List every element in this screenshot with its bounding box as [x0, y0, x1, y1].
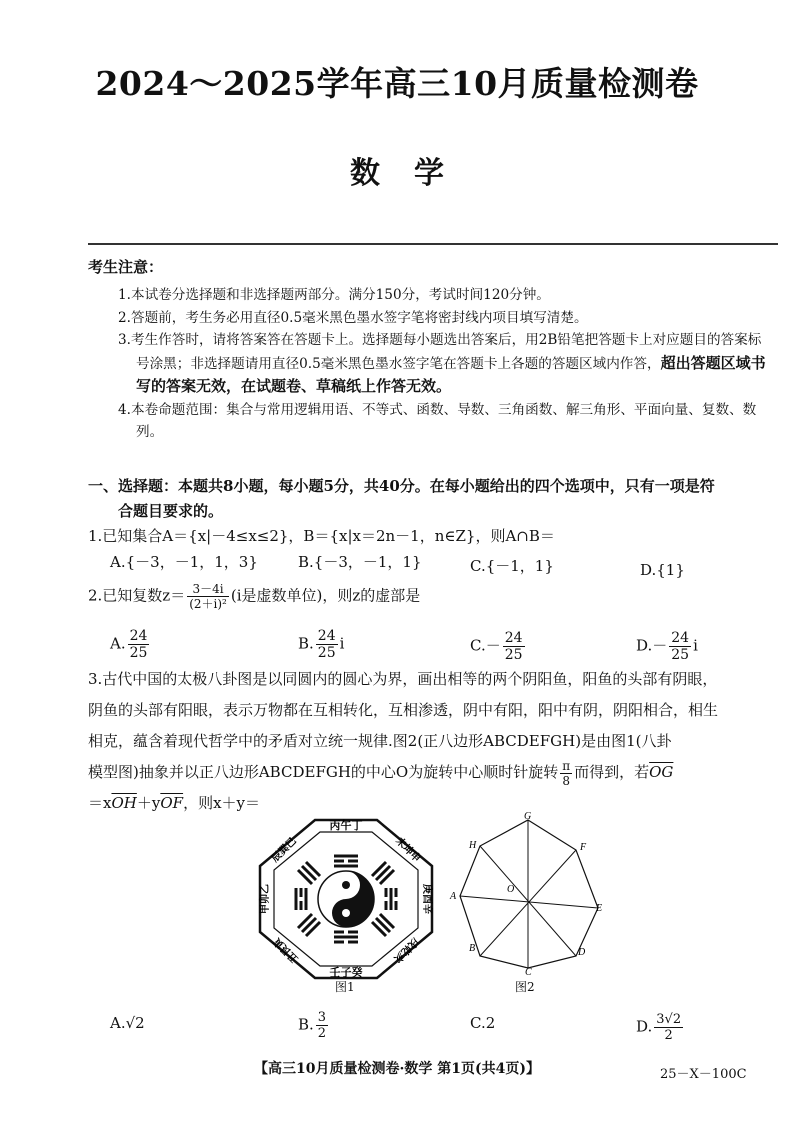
q2-option-a: [110, 628, 151, 661]
question-1-stem: 1.已知集合A＝{x|－4≤x≤2}，B＝{x|x＝2n－1，n∈Z}，则A∩B＝: [88, 527, 555, 545]
q3-line-5-pre: ＝x: [88, 794, 112, 812]
header-rule: [88, 243, 778, 245]
q2-d-frac: [669, 630, 691, 663]
octagon-diagonals: [460, 820, 598, 968]
q3-line-5: [88, 788, 778, 819]
q3-vector-og: $\overline{OG}$: [649, 763, 674, 781]
q2-a-num: 24: [129, 628, 148, 644]
subject-title: 数学: [350, 156, 478, 191]
q3-d-den: 2: [664, 1028, 673, 1043]
q3-line-4-pre: 模型图)抽象并以正八边形ABCDEFGH的中心O为旋转中心顺时针旋转: [88, 763, 559, 781]
section-title: 一、选择题：本题共8小题，每小题5分，共40分。在每小题给出的四个选项中，只有一项是符: [88, 477, 715, 495]
q2-d-num: 24: [671, 630, 690, 646]
q2-d-label: D.－: [636, 636, 668, 655]
q2-b-suffix: i: [339, 634, 345, 653]
notice-item-1: 1.本试卷分选择题和非选择题两部分。满分150分，考试时间120分钟。: [118, 287, 550, 303]
notice-item-3: [118, 329, 773, 399]
taiji-eye-dark: [342, 881, 350, 889]
q2-c-den: 25: [504, 647, 523, 663]
bagua-label-bottom-right: 戌乾亥: [391, 935, 421, 965]
q2-d-suffix: i: [693, 636, 698, 655]
vertex-label-a: A: [450, 891, 457, 902]
notice-item-3-text: 3.考生作答时，请将答案答在答题卡上。选择题每小题选出答案后，用2B铅笔把答题卡上对应题目的答案标号涂黑；非选择题请用直径0.5毫米黑色墨水签字笔在答题卡上各题的答题区域内作答，: [118, 332, 762, 372]
taiji-eye-light: [342, 909, 350, 917]
q2-fraction: [187, 582, 229, 611]
q1-option-d: D.{1}: [640, 561, 685, 579]
notice-list: [118, 284, 773, 444]
bagua-label-top-left: 辰巽巳: [269, 835, 299, 865]
q3-line-4: [88, 757, 778, 788]
q2-b-frac: [316, 628, 338, 661]
q2-frac-num: 3－4i: [187, 582, 229, 597]
notice-item-4: 4.本卷命题范围：集合与常用逻辑用语、不等式、函数、导数、三角函数、解三角形、平面向量、复数、数列。: [118, 401, 757, 440]
q1-option-b: B.{－3，－1，1}: [298, 553, 422, 571]
q1-option-c: C.{－1，1}: [470, 557, 554, 575]
q3-option-c: C.2: [470, 1014, 496, 1032]
vertex-label-b: B: [469, 943, 476, 954]
bagua-label-bottom: 壬子癸: [329, 966, 363, 979]
bagua-label-top-right: 未坤申: [393, 835, 423, 865]
section-title-cont: 合题目要求的。: [118, 502, 224, 520]
bagua-label-bottom-left: 丑艮寅: [271, 935, 301, 965]
q3-option-d: [636, 1012, 685, 1043]
q2-c-label: C.－: [470, 636, 501, 655]
q3-option-b: [298, 1010, 330, 1041]
notice-heading: 考生注意：: [88, 258, 164, 276]
q2-stem-post: (i是虚数单位)，则z的虚部是: [230, 586, 421, 605]
q2-frac-den: (2＋i)²: [189, 597, 227, 611]
q3-d-label: D.: [636, 1017, 653, 1036]
vertex-label-e: E: [596, 903, 603, 914]
page-footer: 【高三10月质量检测卷·数学 第1页(共4页)】: [254, 1061, 540, 1077]
q3-line-1: 3.古代中国的太极八卦图是以同圆内的圆心为界，画出相等的两个阴阳鱼，阳鱼的头部有阴眼，: [88, 670, 718, 688]
q3-line-4-post: 而得到，若: [574, 763, 650, 781]
q2-b-label: B.: [298, 634, 314, 653]
q2-b-den: 25: [317, 645, 336, 661]
q3-line-5-mid: ＋y: [136, 794, 161, 812]
q3-line-3: 相克，蕴含着现代哲学中的矛盾对立统一规律.图2(正八边形ABCDEFGH)是由图1(八卦: [88, 732, 672, 750]
q2-d-den: 25: [671, 647, 690, 663]
figure-1-caption: 图1: [335, 980, 355, 994]
vertex-label-h: H: [469, 840, 477, 851]
q3-line-5-post: ，则x＋y＝: [183, 794, 260, 812]
q3-b-frac: [316, 1010, 328, 1041]
q3-rotation-frac: [560, 759, 572, 788]
vertex-label-c: C: [525, 967, 532, 978]
figure-1-bagua: [258, 818, 434, 980]
question-3-stem: [88, 664, 778, 819]
bagua-label-right: 庚酉辛: [421, 884, 432, 914]
notice-item-3-emphasis: 超出答题区域书写的答案无效，在试题卷、草稿纸上作答无效。: [136, 353, 766, 395]
q2-c-num: 24: [504, 630, 523, 646]
q3-rot-den: 8: [562, 773, 570, 788]
notice-item-2: 2.答题前，考生务必用直径0.5毫米黑色墨水签字笔将密封线内项目填写清楚。: [118, 309, 588, 326]
exam-code: 25－X－100C: [660, 1067, 747, 1082]
q2-c-frac: [503, 630, 525, 663]
q3-vector-of: $\overline{OF}$: [160, 794, 184, 812]
bagua-label-left: 甲卯乙: [260, 884, 271, 914]
q2-option-c: [470, 630, 527, 663]
octagon-outline: [460, 820, 598, 968]
q3-vector-oh: $\overline{OH}$: [111, 794, 137, 812]
figure-2-caption: 图2: [515, 980, 535, 994]
bagua-label-top: 丙午丁: [329, 819, 363, 832]
vertex-label-f: F: [580, 842, 587, 853]
q2-a-den: 25: [129, 645, 148, 661]
q2-a-label: A.: [110, 634, 126, 653]
vertex-label-g: G: [524, 812, 532, 822]
q3-b-den: 2: [317, 1026, 327, 1041]
question-2-stem: [88, 582, 420, 611]
q2-a-frac: [128, 628, 150, 661]
q2-b-num: 24: [317, 628, 336, 644]
q3-b-label: B.: [298, 1015, 314, 1034]
q2-option-d: [636, 630, 698, 663]
q1-option-a: A.{－3，－1，1，3}: [110, 553, 258, 571]
q2-option-b: [298, 628, 344, 661]
figure-2-octagon: [448, 812, 610, 978]
q3-b-num: 3: [317, 1010, 327, 1025]
exam-title: 2024～2025学年高三10月质量检测卷: [95, 64, 699, 103]
q3-d-frac: [654, 1012, 683, 1043]
section-heading: [88, 474, 778, 524]
q3-rot-num: π: [562, 758, 571, 773]
center-label-o: O: [507, 884, 515, 895]
q2-stem-pre: 2.已知复数z＝: [88, 586, 186, 605]
q3-d-num: 3√2: [656, 1012, 682, 1027]
q3-line-2: 阴鱼的头部有阳眼，表示万物都在互相转化，互相渗透，阴中有阳，阳中有阴，阴阳相合，相生: [88, 701, 719, 719]
q3-option-a: A.√2: [110, 1014, 145, 1032]
vertex-label-d: D: [578, 947, 586, 958]
